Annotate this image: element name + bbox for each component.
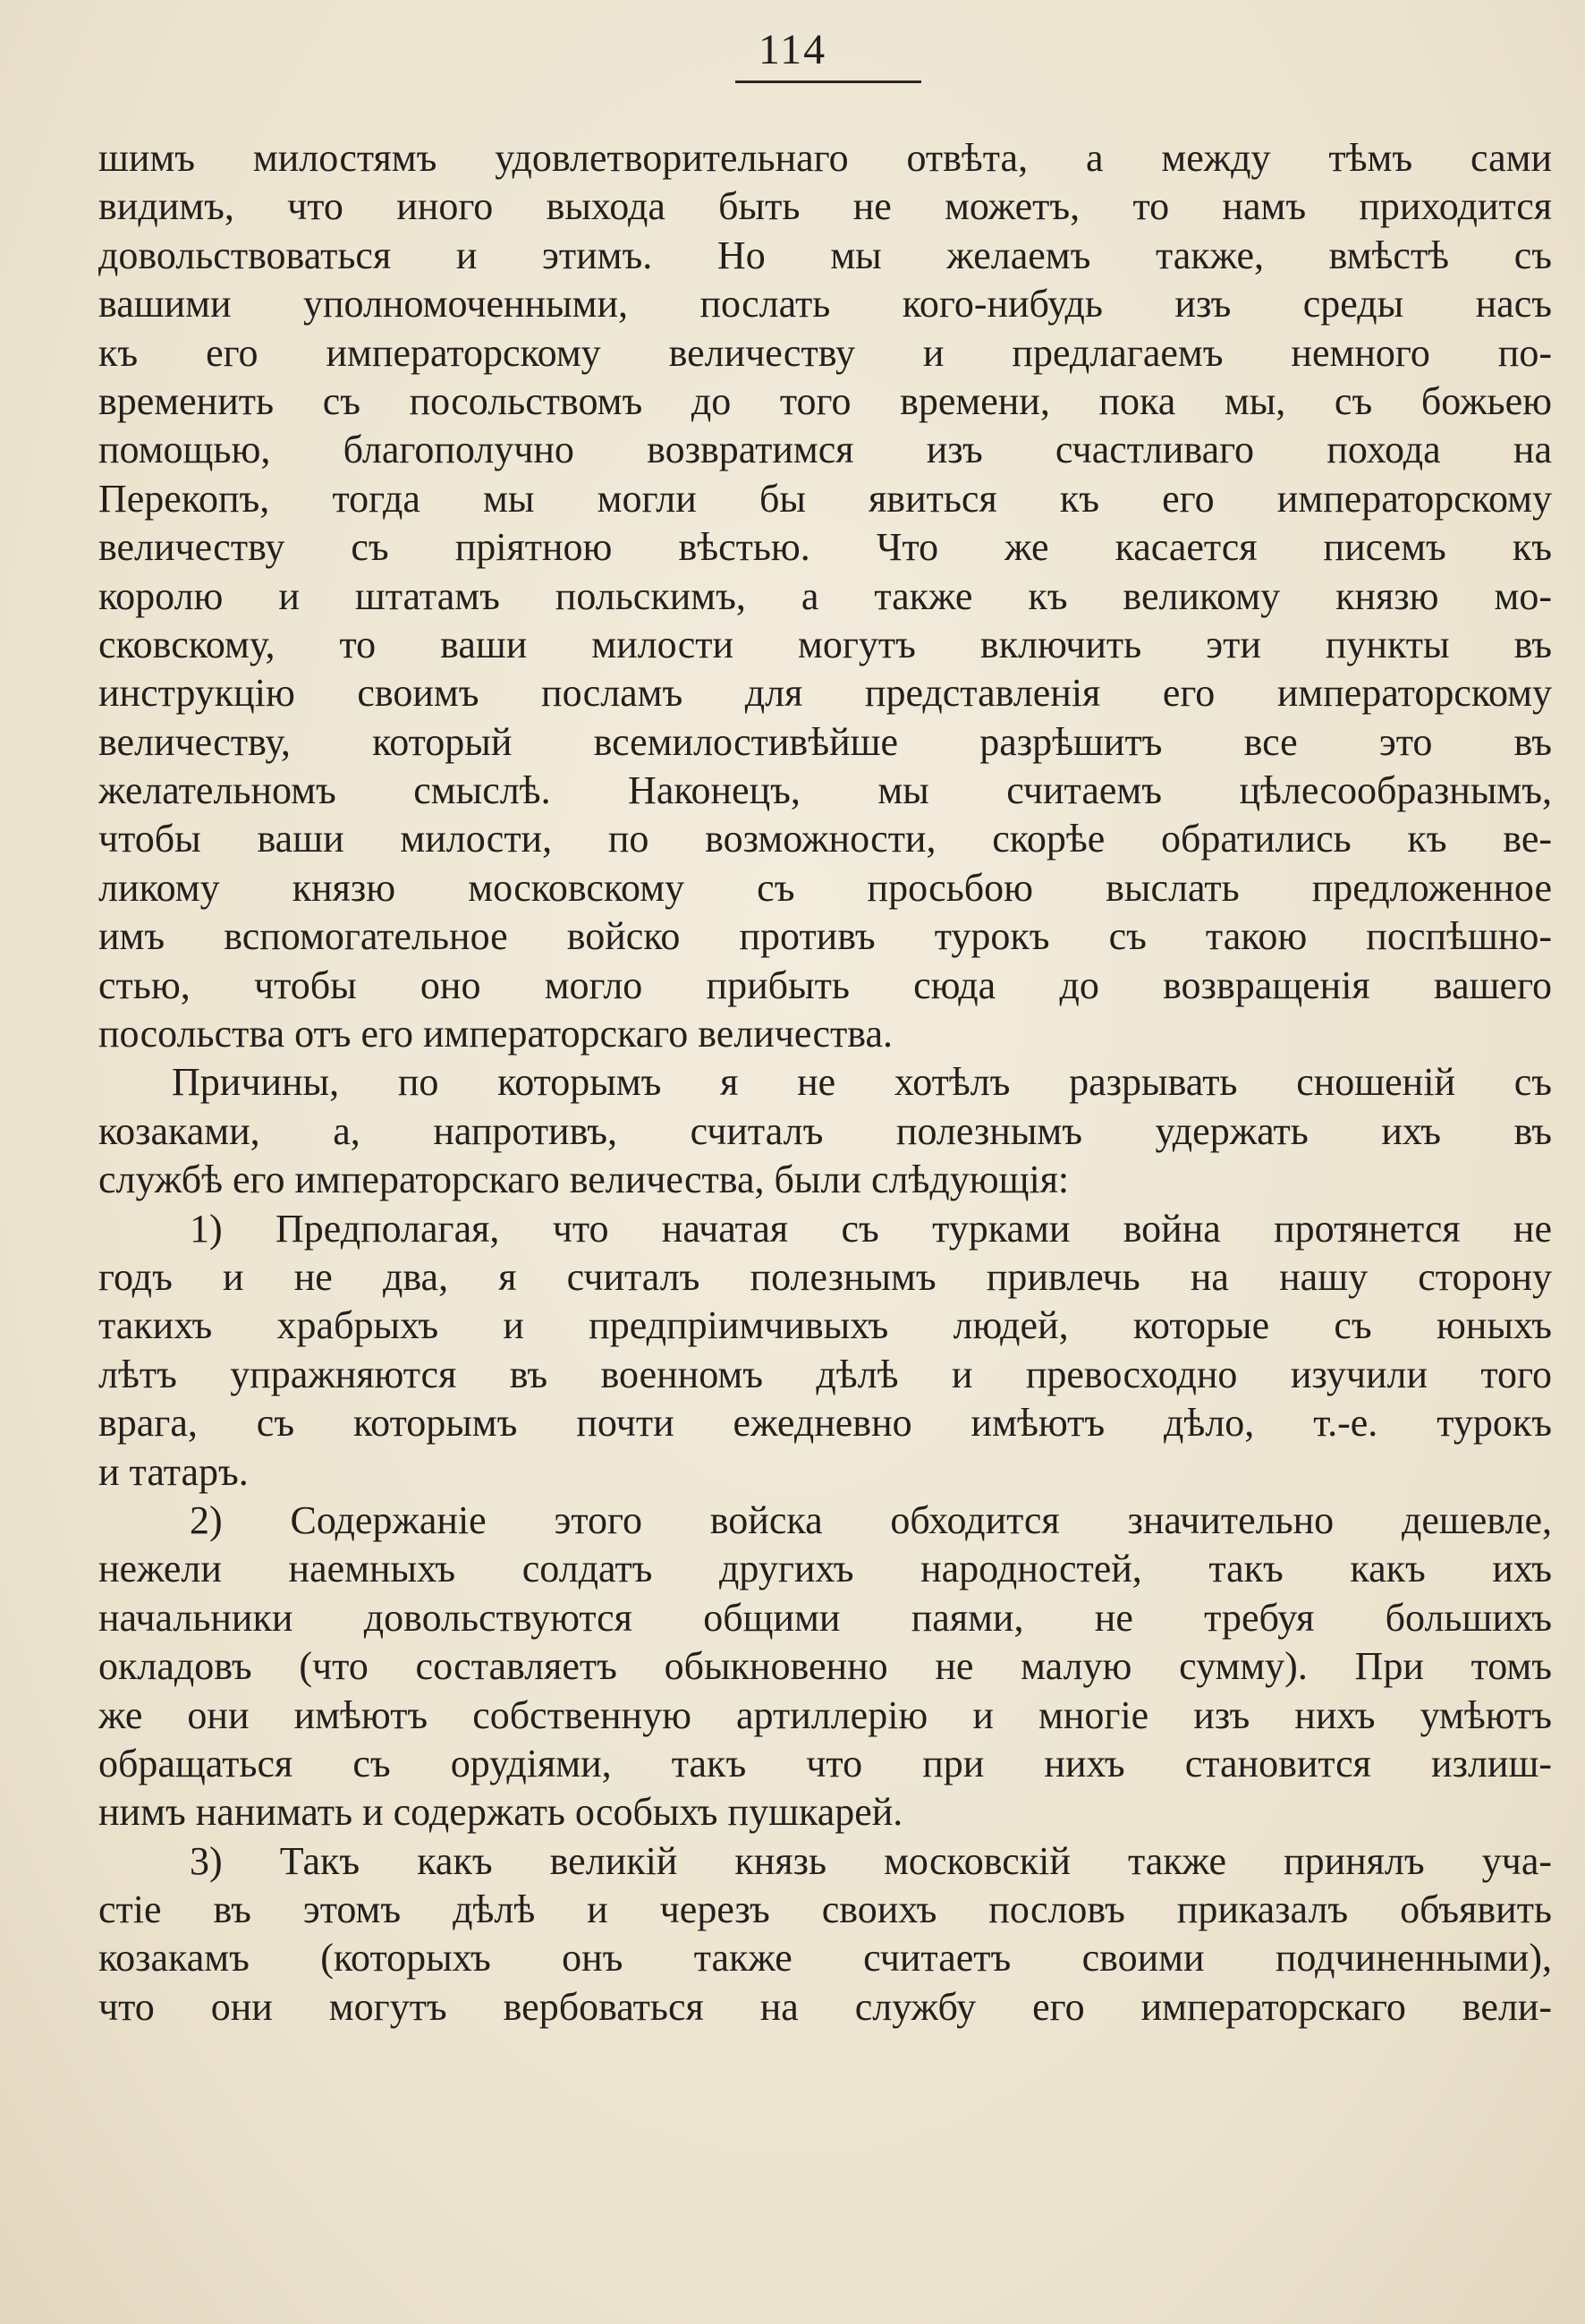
page-number: 114 [758,26,827,73]
text-line: инструкцію своимъ посламъ для представленія его императорскому [98,671,1552,716]
text-line: начальники довольствуются общими паями, не требуя большихъ [98,1595,1552,1640]
text-line: же они имѣютъ собственную артиллерію и многіе изъ нихъ умѣютъ [98,1692,1552,1737]
text-line: къ его императорскому величеству и предлагаемъ немного по- [98,330,1552,375]
text-line: вашими уполномоченными, послать кого-нибудь изъ среды насъ [98,282,1552,327]
text-line: такихъ храбрыхъ и предпріимчивыхъ людей, которые съ юныхъ [98,1303,1552,1348]
text-line: королю и штатамъ польскимъ, а также къ великому князю мо- [98,573,1552,618]
text-line: желательномъ смыслѣ. Наконецъ, мы считаемъ цѣлесообразнымъ, [98,768,1552,813]
body-text [98,134,1552,2031]
text-line: сковскому, то ваши милости могутъ включить эти пункты въ [98,622,1552,666]
list-item-2-start-line: 2) Содержаніе этого войска обходится значительно дешевле, [190,1497,1552,1542]
text-line: видимъ, что иного выхода быть не можетъ, то намъ приходится [98,184,1552,229]
text-line: нежели наемныхъ солдатъ другихъ народностей, такъ какъ ихъ [98,1547,1552,1591]
text-line: помощью, благополучно возвратимся изъ счастливаго похода на [98,428,1552,472]
text-line: величеству, который всемилостивѣйше разрѣшитъ все это въ [98,719,1552,764]
text-line: посольства отъ его императорскаго величества. [98,1012,893,1056]
text-line: козакамъ (которыхъ онъ также считаетъ своими подчиненными), [98,1936,1552,1980]
text-line: имъ вспомогательное войско противъ турокъ съ такою поспѣшно- [98,914,1552,959]
text-line: годъ и не два, я считалъ полезнымъ привлечь на нашу сторону [98,1254,1552,1299]
paragraph-start-line: Причины, по которымъ я не хотѣлъ разрывать сношеній съ [172,1060,1552,1105]
text-line: что они могутъ вербоваться на службу его императорскаго вели- [98,1984,1552,2029]
text-line: чтобы ваши милости, по возможности, скорѣе обратились къ ве- [98,817,1552,861]
text-line: обращаться съ орудіями, такъ что при нихъ становится излиш- [98,1741,1552,1785]
list-item-3-start-line: 3) Такъ какъ великій князь московскій также принялъ уча- [190,1838,1552,1883]
text-line: стью, чтобы оно могло прибыть сюда до возвращенія вашего [98,963,1552,1007]
text-line: нимъ нанимать и содержать особыхъ пушкарей. [98,1790,903,1835]
text-line: шимъ милостямъ удовлетворительнаго отвѣта, а между тѣмъ сами [98,136,1552,180]
page-number-rule [735,81,921,83]
text-line: временить съ посольствомъ до того времени, пока мы, съ божьею [98,378,1552,423]
list-item-1-start-line: 1) Предполагая, что начатая съ турками война протянется не [190,1206,1552,1251]
text-line: службѣ его императорскаго величества, были слѣдующія: [98,1158,1070,1202]
text-line: лѣтъ упражняются въ военномъ дѣлѣ и превосходно изучили того [98,1352,1552,1396]
text-line: довольствоваться и этимъ. Но мы желаемъ также, вмѣстѣ съ [98,233,1552,277]
text-line: и татаръ. [98,1449,249,1494]
text-line: окладовъ (что составляетъ обыкновенно не малую сумму). При томъ [98,1644,1552,1689]
text-line: ликому князю московскому съ просьбою выслать предложенное [98,865,1552,910]
text-line: Перекопъ, тогда мы могли бы явиться къ его императорскому [98,476,1552,521]
text-line: козаками, а, напротивъ, считалъ полезнымъ удержать ихъ въ [98,1108,1552,1153]
text-line: величеству съ пріятною вѣстью. Что же касается писемъ къ [98,525,1552,570]
text-line: стіе въ этомъ дѣлѣ и черезъ своихъ пословъ приказалъ объявить [98,1887,1552,1932]
text-line: врага, съ которымъ почти ежедневно имѣютъ дѣло, т.-е. турокъ [98,1401,1552,1446]
